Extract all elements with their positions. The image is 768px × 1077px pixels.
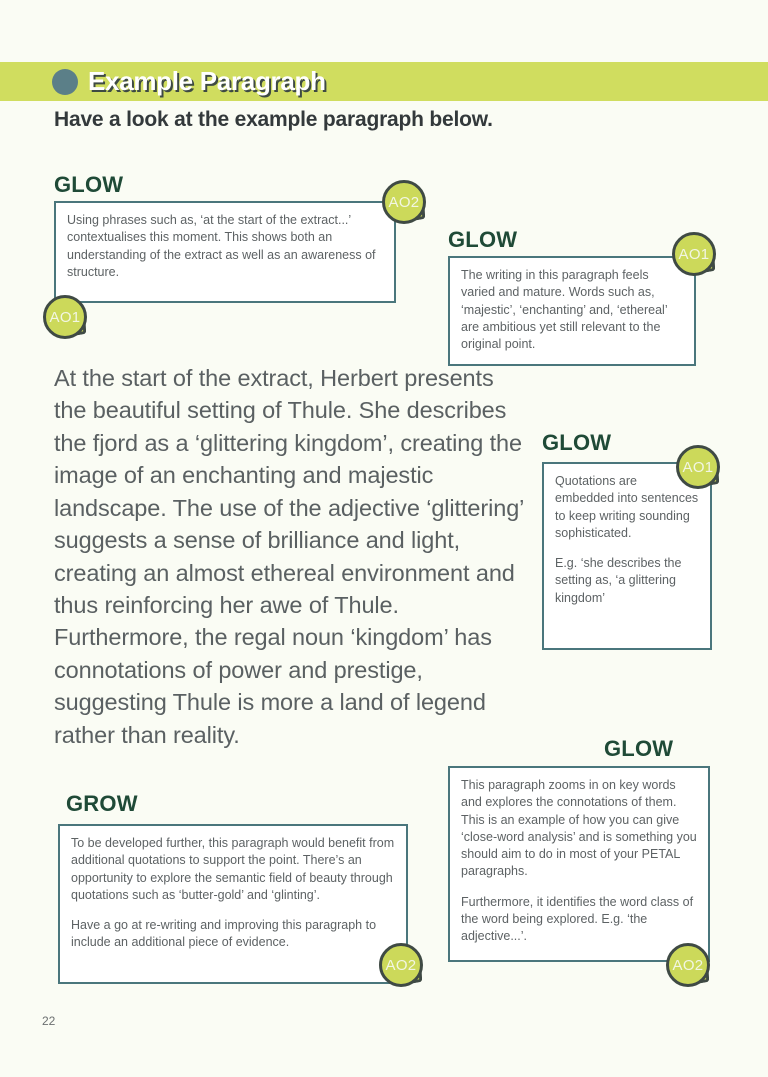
page-number: 22 xyxy=(42,1014,56,1028)
ao-badge-label: AO2 xyxy=(388,193,420,211)
ao-badge-ao2-development xyxy=(379,943,423,987)
ao-badge-label: AO2 xyxy=(385,956,417,974)
ao-badge-label: AO1 xyxy=(682,458,714,476)
ao-badge-label: AO1 xyxy=(49,308,81,326)
ao-badge-ao2-close-analysis xyxy=(666,943,710,987)
circle-bullet-icon xyxy=(52,69,78,95)
callout-heading-glow-close-analysis: GLOW xyxy=(604,736,674,761)
ao-badge-ao1-vocabulary xyxy=(672,232,716,276)
instruction-text: Have a look at the example paragraph below. xyxy=(54,108,493,131)
callout-body-grow-development-1: To be developed further, this paragraph would benefit from additional quotations to support the point. There’s an opportunity to explore the semantic field of beauty through quotations such as ‘butter-gold’ and ‘glinting’. xyxy=(71,836,395,902)
ao-badge-label: AO2 xyxy=(672,956,704,974)
callout-body-glow-close-analysis-2: Furthermore, it identifies the word class of the word being explored. E.g. ‘the adjective...’. xyxy=(461,894,694,943)
ao-badge-ao1-quotations xyxy=(676,445,720,489)
callout-heading-glow-structure: GLOW xyxy=(54,172,124,197)
callout-box-glow-close-analysis xyxy=(448,766,710,962)
callout-box-grow-development xyxy=(58,824,408,984)
callout-heading-glow-quotations: GLOW xyxy=(542,430,612,455)
callout-body-glow-close-analysis-1: This paragraph zooms in on key words and explores the connotations of them. This is an example of how you can give ‘close-word analysis’ and is something you should aim to do in most of your PETAL paragraphs. xyxy=(461,778,697,879)
callout-body-glow-quotations-1: Quotations are embedded into sentences to keep writing sounding sophisticated. xyxy=(555,474,699,540)
example-paragraph-text: At the start of the extract, Herbert presents the beautiful setting of Thule. She describes the fjord as a ‘glittering kingdom’, creating the image of an enchanting and majestic landscape. The use of the adjective ‘glittering’ suggests a sense of brilliance and light, creating an almost ethereal environment and thus reinforcing her awe of Thule. Furthermore, the regal noun ‘kingdom’ has connotations of power and prestige, suggesting Thule is more a land of legend rather than reality. xyxy=(54,365,524,748)
callout-box-glow-structure xyxy=(54,201,396,303)
callout-heading-grow-development: GROW xyxy=(66,791,138,816)
page-title: Example Paragraph xyxy=(88,66,326,96)
callout-body-glow-quotations-2: E.g. ‘she describes the setting as, ‘a glittering kingdom’ xyxy=(555,556,682,605)
callout-heading-glow-vocabulary: GLOW xyxy=(448,227,518,252)
callout-body-glow-vocabulary: The writing in this paragraph feels varied and mature. Words such as, ‘majestic’, ‘enchanting’ and, ‘ethereal’ are ambitious yet still relevant to the original point. xyxy=(461,268,668,351)
callout-body-grow-development-2: Have a go at re-writing and improving this paragraph to include an additional piece of evidence. xyxy=(71,918,377,950)
callout-body-glow-structure: Using phrases such as, ‘at the start of the extract...’ contextualises this moment. This shows both an understanding of the extract as well as an awareness of structure. xyxy=(67,213,376,279)
callout-box-glow-quotations xyxy=(542,462,712,650)
ao-badge-ao1-structure xyxy=(43,295,87,339)
ao-badge-label: AO1 xyxy=(678,245,710,263)
ao-badge-ao2-structure xyxy=(382,180,426,224)
page-header-bar xyxy=(0,62,768,101)
callout-box-glow-vocabulary xyxy=(448,256,696,366)
